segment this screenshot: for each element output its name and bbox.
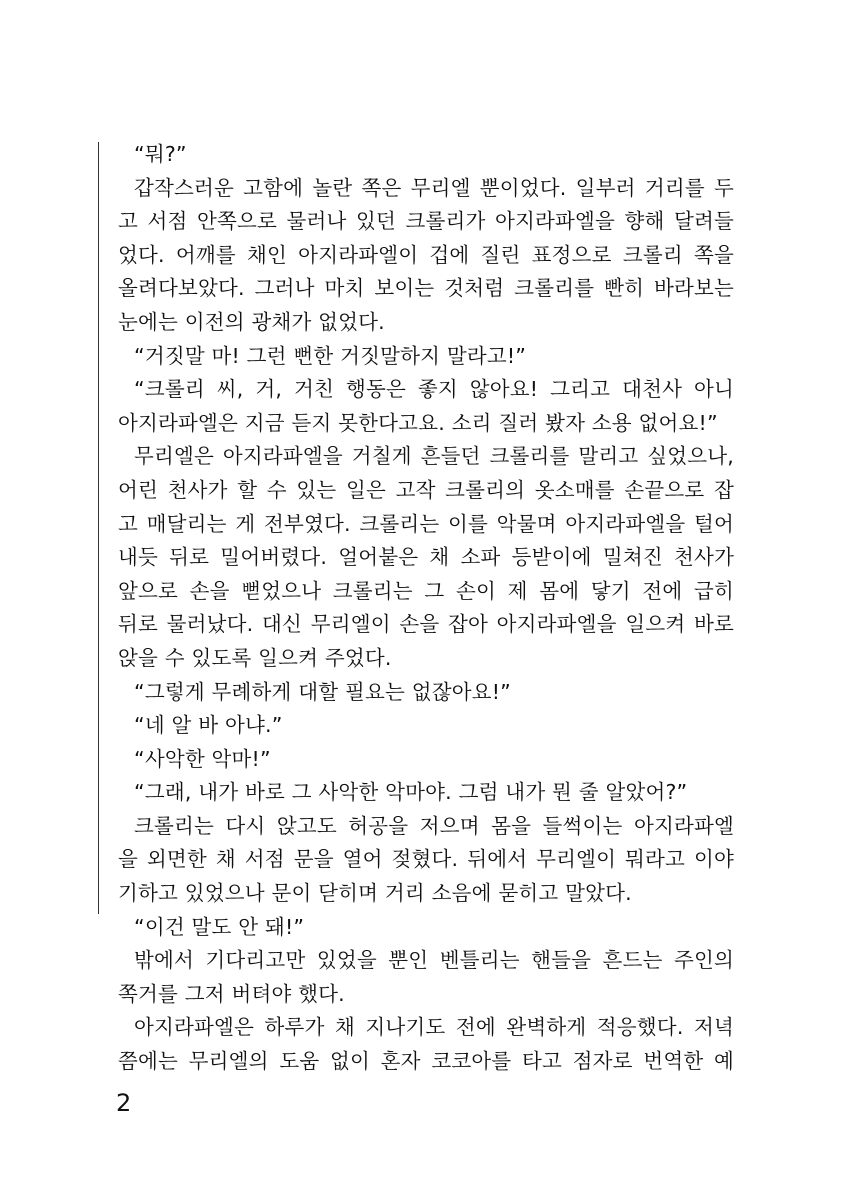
text-line: 무리엘은 아지라파엘을 거칠게 흔들던 크롤리를 말리고 싶었으나,	[134, 444, 734, 469]
text-line: “크롤리 씨, 거, 거친 행동은 좋지 않아요! 그리고 대천사 아니	[134, 377, 734, 402]
text-line: “뭐?”	[134, 142, 187, 166]
text-line: “거짓말 마! 그런 뻔한 거짓말하지 말라고!”	[134, 343, 527, 368]
text-line: 고 매달리는 게 전부였다. 크롤리는 이를 악물며 아지라파엘을 털어	[118, 511, 734, 536]
text-line: 고 서점 안쪽으로 물러나 있던 크롤리가 아지라파엘을 향해 달려들	[118, 209, 734, 234]
text-line: 갑작스러운 고함에 놀란 쪽은 무리엘 뿐이었다. 일부러 거리를 두	[134, 175, 734, 200]
text-line: “네 알 바 아냐.”	[134, 713, 283, 738]
text-line: “이건 말도 안 돼!”	[134, 914, 305, 939]
text-line: 밖에서 기다리고만 있었을 뿐인 벤틀리는 핸들을 흔드는 주인의	[134, 948, 734, 973]
text-line: 뒤로 물러났다. 대신 무리엘이 손을 잡아 아지라파엘을 일으켜 바로	[118, 612, 734, 637]
text-line: 앞으로 손을 뻗었으나 크롤리는 그 손이 제 몸에 닿기 전에 급히	[118, 578, 734, 603]
text-line: 기하고 있었으나 문이 닫히며 거리 소음에 묻히고 말았다.	[118, 881, 632, 906]
text-line: 내듯 뒤로 밀어버렸다. 얼어붙은 채 소파 등받이에 밀쳐진 천사가	[118, 545, 734, 570]
text-line: 올려다보았다. 그러나 마치 보이는 것처럼 크롤리를 빤히 바라보는	[118, 276, 734, 301]
page-number: 2	[116, 1089, 132, 1117]
text-line: 아지라파엘은 하루가 채 지나기도 전에 완벽하게 적응했다. 저녁	[134, 1015, 734, 1040]
text-line: “사악한 악마!”	[134, 746, 271, 771]
margin-change-bar	[98, 142, 99, 914]
text-line: 어린 천사가 할 수 있는 일은 고작 크롤리의 옷소매를 손끝으로 잡	[118, 477, 734, 502]
text-line: 아지라파엘은 지금 듣지 못한다고요. 소리 질러 봤자 소용 없어요!”	[118, 410, 718, 435]
text-line: “그렇게 무례하게 대할 필요는 없잖아요!”	[134, 679, 511, 704]
text-line: 쪽거를 그저 버텨야 했다.	[118, 981, 345, 1006]
text-line: 눈에는 이전의 광채가 없었다.	[118, 309, 385, 334]
text-line: 을 외면한 채 서점 문을 열어 젖혔다. 뒤에서 무리엘이 뭐라고 이야	[118, 847, 734, 872]
text-line: 쯤에는 무리엘의 도움 없이 혼자 코코아를 타고 점자로 번역한 예	[118, 1049, 734, 1074]
text-line: 앉을 수 있도록 일으켜 주었다.	[118, 645, 392, 670]
text-line: 었다. 어깨를 채인 아지라파엘이 겁에 질린 표정으로 크롤리 쪽을	[118, 242, 734, 267]
text-line: 크롤리는 다시 앉고도 허공을 저으며 몸을 들썩이는 아지라파엘	[134, 813, 734, 838]
body-text	[118, 138, 734, 1079]
text-line: “그래, 내가 바로 그 사악한 악마야. 그럼 내가 뭔 줄 알았어?”	[134, 780, 688, 805]
